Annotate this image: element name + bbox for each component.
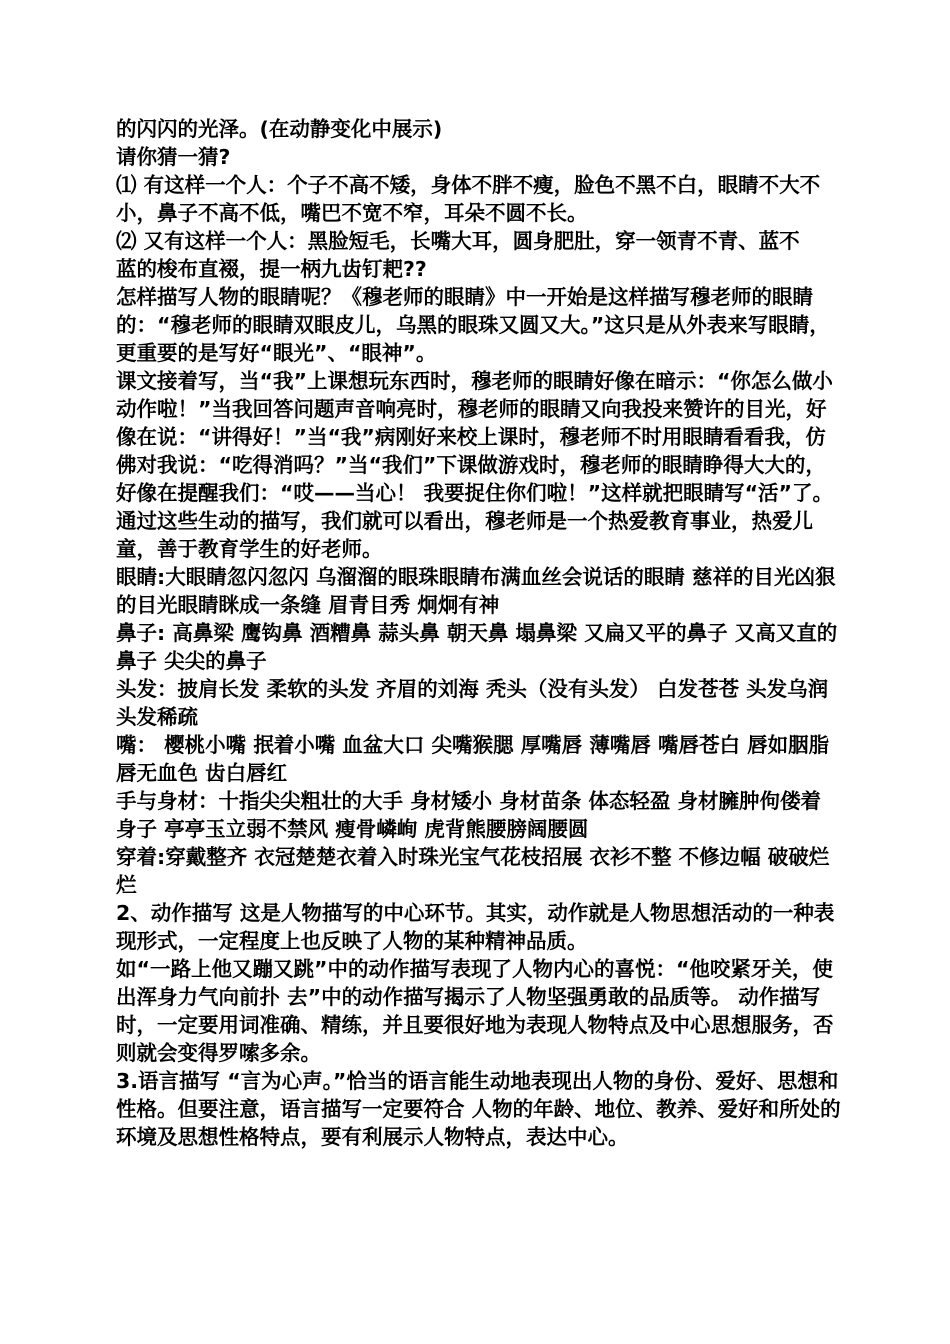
paragraph-8: 通过这些生动的描写，我们就可以看出，穆老师是一个热爱教育事业，热爱儿童，善于教育学生的好老师。: [116, 509, 813, 561]
paragraph-17: 3.语言描写 “言为心声。”恰当的语言能生动地表现出人物的身份、爱好、思想和性格。但要注意，语言描写一定要符合 人物的年龄、地位、教养、爱好和所处的环境及思想性格特点，要有利展示人物特点，表达中心。: [116, 1069, 841, 1149]
paragraph-2: 请你猜一猜?: [116, 145, 231, 169]
paragraph-14: 穿着:穿戴整齐 衣冠楚楚衣着入时珠光宝气花枝招展 衣衫不整 不修边幅 破破烂烂: [116, 845, 830, 897]
paragraph-11: 头发：披肩长发 柔软的头发 齐眉的刘海 秃头（没有头发） 白发苍苍 头发乌润 头发稀疏: [116, 677, 829, 729]
paragraph-5: 蓝的梭布直裰，提一柄九齿钉耙??: [116, 257, 427, 281]
paragraph-12: 嘴： 樱桃小嘴 抿着小嘴 血盆大口 尖嘴猴腮 厚嘴唇 薄嘴唇 嘴唇苍白 唇如胭脂唇无血色 齿白唇红: [116, 733, 830, 785]
paragraph-15: 2、动作描写 这是人物描写的中心环节。其实，动作就是人物思想活动的一种表现形式，一定程度上也反映了人物的某种精神品质。: [116, 901, 835, 953]
paragraph-7: 课文接着写，当“我”上课想玩东西时，穆老师的眼睛好像在暗示：“你怎么做小动作啦！”当我回答问题声音响亮时，穆老师的眼睛又向我投来赞许的目光，好像在说：“讲得好！”当“我”病刚好来校上课时，穆老师不时用眼睛看看我，仿佛对我说：“吃得消吗？”当“我们”下课做游戏时，穆老师的眼睛睁得大大的，好像在提醒我们：“哎——当心！ 我要捉住你们啦！”这样就把眼睛写“活”了。: [116, 369, 834, 505]
paragraph-9: 眼睛:大眼睛忽闪忽闪 乌溜溜的眼珠眼睛布满血丝会说话的眼睛 慈祥的目光凶狠的目光眼睛眯成一条缝 眉青目秀 炯炯有神: [116, 565, 836, 617]
paragraph-3: ⑴ 有这样一个人：个子不高不矮，身体不胖不瘦，脸色不黑不白，眼睛不大不小，鼻子不高不低，嘴巴不宽不窄，耳朵不圆不长。: [116, 173, 821, 225]
paragraph-10: 鼻子: 高鼻梁 鹰钩鼻 酒糟鼻 蒜头鼻 朝天鼻 塌鼻梁 又扁又平的鼻子 又高又直的鼻子 尖尖的鼻子: [116, 621, 838, 673]
paragraph-13: 手与身材：十指尖尖粗壮的大手 身材矮小 身材苗条 体态轻盈 身材臃肿佝偻着身子 亭亭玉立弱不禁风 瘦骨嶙峋 虎背熊腰膀阔腰圆: [116, 789, 822, 841]
document-body: [116, 115, 841, 1151]
paragraph-6: 怎样描写人物的眼睛呢？《穆老师的眼睛》中一开始是这样描写穆老师的眼睛的：“穆老师的眼睛双眼皮儿，乌黑的眼珠又圆又大。”这只是从外表来写眼睛，更重要的是写好“眼光”、“眼神”。: [116, 285, 830, 365]
paragraph-1: 的闪闪的光泽。(在动静变化中展示): [116, 117, 443, 141]
paragraph-16: 如“一路上他又蹦又跳”中的动作描写表现了人物内心的喜悦：“他咬紧牙关，使出浑身力气向前扑 去”中的动作描写揭示了人物坚强勇敢的品质等。 动作描写时，一定要用词准确、精练，并且要很好地为表现人物特点及中心思想服务，否则就会变得罗嗦多余。: [116, 957, 834, 1065]
paragraph-4: ⑵ 又有这样一个人：黑脸短毛，长嘴大耳，圆身肥肚，穿一领青不青、蓝不: [116, 229, 800, 253]
